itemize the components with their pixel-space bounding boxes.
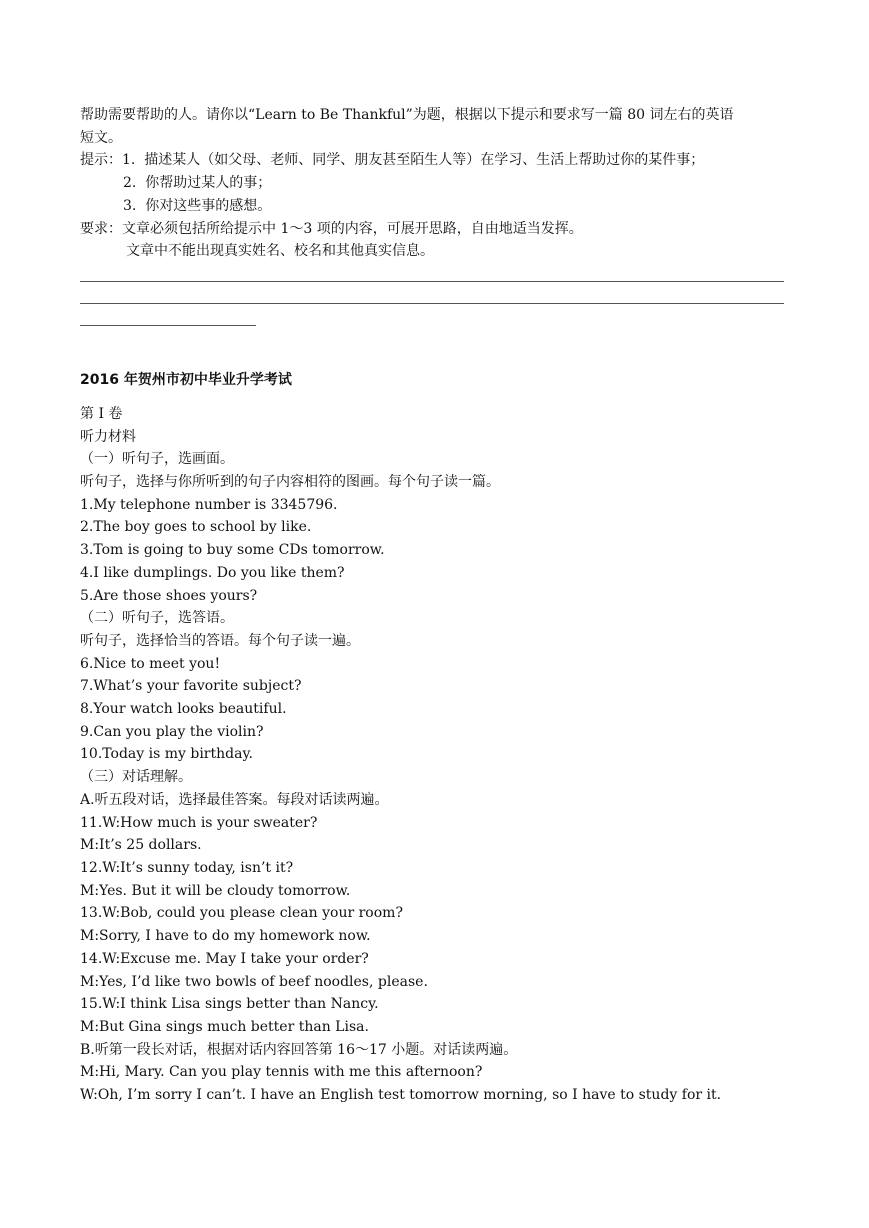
text-line: M:Yes. But it will be cloudy tomorrow. — [80, 882, 351, 899]
document-page — [80, 104, 790, 1107]
text-line: 9.Can you play the violin? — [80, 723, 264, 740]
text-line: （二）听句子，选答语。 — [80, 610, 234, 627]
text-line: M:It’s 25 dollars. — [80, 837, 202, 854]
text-line: M:Sorry, I have to do my homework now. — [80, 928, 371, 945]
text-line: W:Oh, I’m sorry I can’t. I have an English test tomorrow morning, so I have to study for it. — [80, 1087, 722, 1104]
text-line: 8.Your watch looks beautiful. — [80, 701, 287, 718]
requirement-2: 文章中不能出现真实姓名、校名和其他真实信息。 — [126, 243, 434, 260]
requirement-1: 要求：文章必须包括所给提示中 1～3 项的内容，可展开思路，自由地适当发挥。 — [80, 220, 583, 237]
answer-line — [80, 263, 790, 285]
hint-3: 3. 你对这些事的感想。 — [123, 197, 272, 214]
text-line: 12.W:It’s sunny today, isn’t it? — [80, 859, 294, 876]
text-line: 11.W:How much is your sweater? — [80, 814, 318, 831]
text-line: 4.I like dumplings. Do you like them? — [80, 564, 345, 581]
text-line: 15.W:I think Lisa sings better than Nancy. — [80, 996, 379, 1013]
listening-material — [80, 403, 790, 1107]
text-line: 10.Today is my birthday. — [80, 746, 253, 763]
text-line: B.听第一段长对话，根据对话内容回答第 16～17 小题。对话读两遍。 — [80, 1041, 518, 1058]
hint-2: 2. 你帮助过某人的事； — [123, 175, 272, 192]
essay-section — [80, 104, 790, 329]
text-line: M:Hi, Mary. Can you play tennis with me this afternoon? — [80, 1064, 483, 1081]
text-line: 13.W:Bob, could you please clean your room? — [80, 905, 403, 922]
text-line: M:But Gina sings much better than Lisa. — [80, 1018, 369, 1035]
text-line: （三）对话理解。 — [80, 769, 192, 786]
text-line: 3.Tom is going to buy some CDs tomorrow. — [80, 542, 385, 559]
text-line: 6.Nice to meet you! — [80, 655, 221, 672]
answer-line — [80, 285, 790, 307]
essay-intro-line-2: 短文。 — [80, 129, 122, 146]
hint-1: 提示：1. 描述某人（如父母、老师、同学、朋友甚至陌生人等）在学习、生活上帮助过你的某件事； — [80, 152, 705, 169]
text-line: 5.Are those shoes yours? — [80, 587, 258, 604]
text-line: 7.What’s your favorite subject? — [80, 678, 302, 695]
text-line: 14.W:Excuse me. May I take your order? — [80, 950, 369, 967]
text-line: 听力材料 — [80, 428, 136, 445]
exam-title: 2016 年贺州市初中毕业升学考试 — [80, 371, 292, 388]
text-line: 第 I 卷 — [80, 405, 123, 422]
text-line: 听句子，选择恰当的答语。每个句子读一遍。 — [80, 632, 360, 649]
text-line: 2.The boy goes to school by like. — [80, 519, 312, 536]
answer-line — [80, 307, 790, 329]
essay-intro-line-1: 帮助需要帮助的人。请你以“Learn to Be Thankful”为题，根据以下提示和要求写一篇 80 词左右的英语 — [80, 107, 734, 123]
text-line: A.听五段对话，选择最佳答案。每段对话读两遍。 — [80, 791, 389, 808]
text-line: 听句子，选择与你所听到的句子内容相符的图画。每个句子读一篇。 — [80, 474, 500, 491]
text-line: M:Yes, I’d like two bowls of beef noodles, please. — [80, 973, 428, 990]
text-line: 1.My telephone number is 3345796. — [80, 496, 338, 513]
text-line: （一）听句子，选画面。 — [80, 451, 234, 468]
